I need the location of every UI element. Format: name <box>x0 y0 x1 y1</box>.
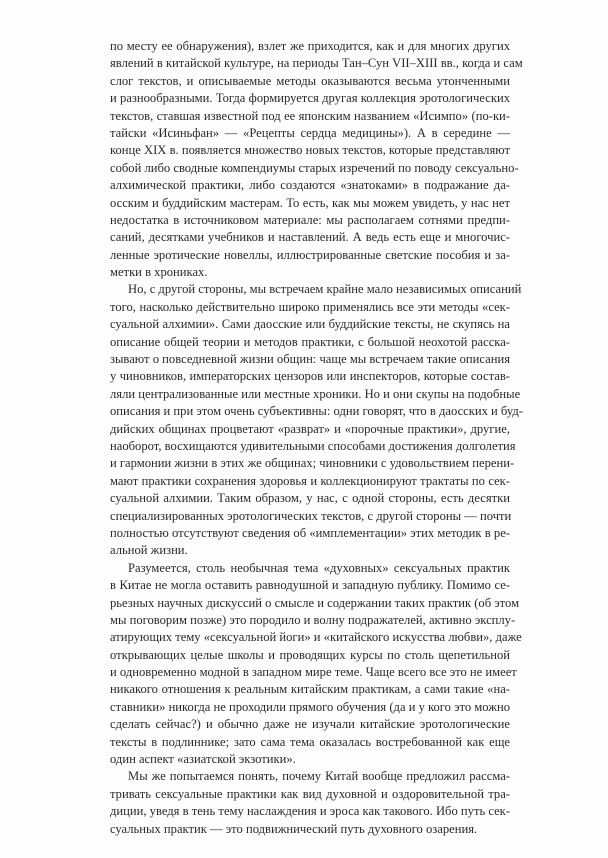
text-line: зывают о повседневной жизни общин: чаще мы встречаем такие описания <box>110 352 510 367</box>
text-line: собой либо сводные компендиумы старых изречений по поводу сексуально- <box>110 160 519 175</box>
text-line: в Китае не могла оставить равнодушной и западную публику. Помимо се- <box>110 578 510 593</box>
text-line: описания и при этом очень субъективны: одни говорят, что в даосских и буд- <box>110 404 523 419</box>
text-line: суальных практик — это подвижнический путь духовного озарения. <box>110 821 478 836</box>
text-line: и одновременно модной в западном мире теме. Чаще всего все это не имеет <box>110 665 517 680</box>
text-line: тайски «Исиньфан» — «Рецепты сердца медицины»). А в середине — <box>110 125 510 140</box>
text-line: диции, уведя в тень тему наслаждения и эроса как такового. Ибо путь сек- <box>110 804 510 819</box>
text-line: тексты в подлиннике; зато сама тема оказалась востребованной как еще <box>110 734 510 749</box>
body-text <box>110 38 523 838</box>
text-line: ляли централизованные или местные хроники. Но и они скупы на подобные <box>110 386 521 401</box>
text-line: Но, с другой стороны, мы встречаем крайне мало независимых описаний <box>128 282 522 297</box>
text-line: один аспект «азиатской экзотики». <box>110 752 296 767</box>
text-line: ставники» никогда не проходили прямого обучения (да и у кого это можно <box>110 699 510 714</box>
text-line: саний, десятками учебников и наставлений. А ведь есть еще и многочис- <box>110 230 510 245</box>
text-line: конце XIX в. появляется множество новых текстов, которые представляют <box>110 143 510 158</box>
text-line: полностью отсутствуют сведения об «имплементации» этих методик в ре- <box>110 525 510 540</box>
text-line: описание общей теории и методов практики, с большой неохотой расска- <box>110 334 510 349</box>
text-line: алхимической практики, либо создаются «знатоками» в подражание да- <box>110 178 510 193</box>
text-line: специализированных эротологических текстов, с другой стороны — почти <box>110 508 512 523</box>
text-line: наоборот, восхищаются удивительными способами достижения долголетия <box>110 438 516 453</box>
text-line: рьезных научных дискуссий о смысле и содержании таких практик (об этом <box>110 595 520 610</box>
text-line: Мы же попытаемся понять, почему Китай вообще предложил рассма- <box>128 769 510 784</box>
text-line: тривать сексуальные практики как вид духовной и оздоровительной тра- <box>110 786 510 801</box>
text-line: Разумеется, столь необычная тема «духовных» сексуальных практик <box>128 560 510 575</box>
text-line: по месту ее обнаружения), взлет же приходится, как и для многих других <box>110 39 510 53</box>
text-line: метки в хрониках. <box>110 265 208 280</box>
text-line: у чиновников, императорских цензоров или инспекторов, которые состав- <box>110 369 510 384</box>
text-line: альной жизни. <box>110 543 188 558</box>
text-line: дийских общинах процветают «разврат» и «порочные практики», другие, <box>110 421 510 436</box>
text-line: ленные эротические новеллы, иллюстрированные светские пособия и за- <box>110 247 510 262</box>
text-line: того, насколько действительно широко применялись все эти методы «сек- <box>110 299 510 314</box>
text-line: сделать сейчас?) и обычно даже не изучали китайские эротологические <box>110 717 510 732</box>
text-line: текстов, ставшая известной под ее японским названием «Исимпо» (по-ки- <box>110 108 510 123</box>
text-line: суальной алхимии. Таким образом, у нас, с одной стороны, есть десятки <box>110 491 510 506</box>
text-line: мают практики сохранения здоровья и коллекционируют трактаты по сек- <box>110 473 510 488</box>
text-line: слог текстов, и описываемые методы оказываются весьма утонченными <box>110 73 510 88</box>
text-line: явлений в китайской культуре, на периоды Тан–Сун VII–XIII вв., когда и сам <box>110 56 523 71</box>
text-line: открывающих целые школы и проводящих курсы по столь щепетильной <box>110 647 510 662</box>
text-line: атирующих тему «сексуальной йоги» и «китайского искусства любви», даже <box>110 630 522 645</box>
text-line: осским и буддийским мастерам. То есть, как мы можем увидеть, у нас нет <box>110 195 510 210</box>
text-line: никакого отношения к реальным китайским практикам, а сами такие «на- <box>110 682 510 697</box>
text-line: мы поговорим позже) это породило и волну подражателей, активно эксплу- <box>110 612 516 627</box>
text-line: суальной алхимии». Сами даосские или буддийские тексты, не скупясь на <box>110 317 510 332</box>
text-line: недостатка в источниковом материале: мы располагаем сотнями предпи- <box>110 212 510 227</box>
text-line: и разнообразными. Тогда формируется другая коллекция эротологических <box>110 91 510 106</box>
text-line: и гармонии жизни в этих же общинах; чиновники с удовольствием перени- <box>110 456 515 471</box>
